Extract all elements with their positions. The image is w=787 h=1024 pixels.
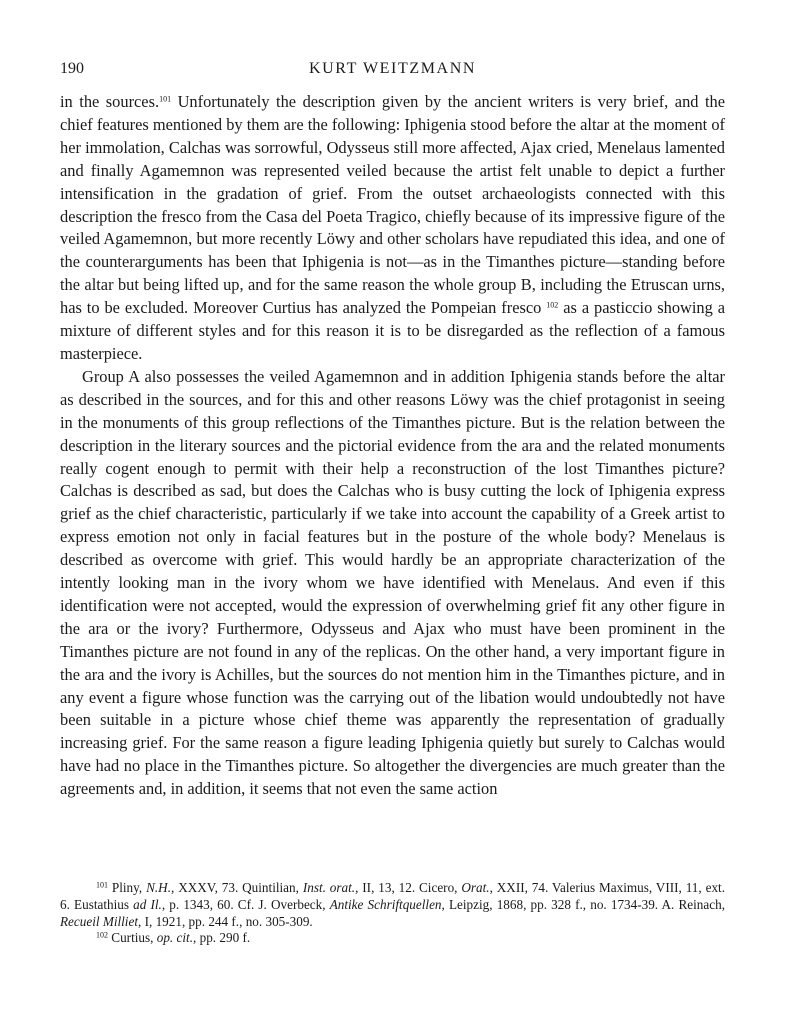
footnote-ref-101: 101 <box>159 94 172 104</box>
footnote-101-italic: Antike Schriftquellen <box>329 896 442 912</box>
footnote-101-italic: Inst. orat. <box>302 880 356 895</box>
paragraph-1-part-a: in the sources. <box>60 92 160 111</box>
footnotes <box>60 880 725 947</box>
footnote-102-text: Curtius, <box>108 930 157 946</box>
page-number: 190 <box>60 60 84 77</box>
footnote-101-italic: N.H. <box>146 880 171 895</box>
footnote-101-text: , p. 1343, 60. Cf. J. Overbeck, <box>161 896 330 912</box>
page-header <box>60 60 725 84</box>
running-head: KURT WEITZMANN <box>308 60 477 77</box>
footnote-101-text: , Leipzig, 1868, pp. 328 f., no. 1734-39. A. Reinach, <box>441 896 725 912</box>
paragraph-1-part-b: Unfortunately the description given by the ancient writers is very brief, and the chief features mentioned by them are the following: Iphigenia stood before the altar at the moment of her immolation, Calchas was sorrowful, Odysseus still more affected, Ajax cried, Menelaus lamented and finally Agamemnon was represented veiled because the artist felt unable to depict a further intensification in the gradation of grief. From the outset archaeologists connected with this description the fresco from the Casa del Poeta Tragico, chiefly because of its impressive figure of the veiled Agamemnon, but more recently Löwy and other scholars have repudiated this idea, and one of the counterarguments has been that Iphigenia is not—as in the Timanthes picture—standing before the altar but being lifted up, and for the same reason the whole group B, including the Etruscan urns, has to be excluded. Moreover Curtius has analyzed the Pompeian fresco <box>60 92 725 318</box>
footnote-102-mark: 102 <box>96 931 108 940</box>
footnote-101 <box>60 880 725 930</box>
footnote-101-text: , XXXV, 73. Quintilian, <box>171 880 303 895</box>
body-text <box>60 91 725 801</box>
footnote-ref-102: 102 <box>546 300 559 310</box>
paragraph-1-part-c: as a pasticcio showing a mixture of different styles and for this reason it is to be disregarded as the reflection of a famous masterpiece. <box>60 298 726 363</box>
footnote-102-italic: op. cit. <box>156 930 193 946</box>
footnote-101-mark: 101 <box>96 880 108 890</box>
paragraph-1 <box>60 91 725 366</box>
footnote-101-text: , II, 13, 12. Cicero, <box>355 880 462 895</box>
footnote-101-text: , XXII, 74. Valerius Maximus, VIII, 11, ext. 6. Eustathius <box>60 880 725 912</box>
footnote-102 <box>60 930 725 947</box>
paragraph-2: Group A also possesses the veiled Agamemnon and in addition Iphigenia stands before the altar as described in the sources, and for this and other reasons Löwy was the chief protagonist in seeing in the monuments of this group reflections of the Timanthes picture. But is the relation between the description in the literary sources and the pictorial evidence from the ara and the related monuments really cogent enough to permit with their help a reconstruction of the lost Timanthes picture? Calchas is described as sad, but does the Calchas who is busy cutting the lock of Iphigenia express grief as the chief characteristic, particularly if we take into account the capability of a Greek artist to express emotion not only in facial features but in the posture of the whole body? Menelaus is described as overcome with grief. This would hardly be an appropriate characterization of the intently looking man in the ivory whom we have identified with Menelaus. And even if this identification were not accepted, would the expression of overwhelming grief fit any other figure in the ara or the ivory? Furthermore, Odysseus and Ajax who must have been prominent in the Timanthes picture are not found in any of the replicas. On the other hand, a very important figure in the ara and the ivory is Achilles, but the sources do not mention him in the Timanthes picture, and in any event a figure whose function was the carrying out of the libation would undoubtedly not have been suitable in a picture whose chief theme was apparently the representation of gradually increasing grief. For the same reason a figure leading Iphigenia quietly but surely to Calchas would have had no place in the Timanthes picture. So altogether the divergencies are much greater than the agreements and, in addition, it seems that not even the same action <box>60 366 725 799</box>
footnote-101-italic: Recueil Milliet <box>60 913 138 929</box>
footnote-101-italic: ad Il. <box>133 896 162 912</box>
footnote-101-italic: Orat. <box>461 880 490 895</box>
footnote-101-text: , I, 1921, pp. 244 f., no. 305-309. <box>138 913 313 929</box>
footnote-102-text: , pp. 290 f. <box>193 930 251 946</box>
footnote-101-text: Pliny, <box>108 880 147 895</box>
